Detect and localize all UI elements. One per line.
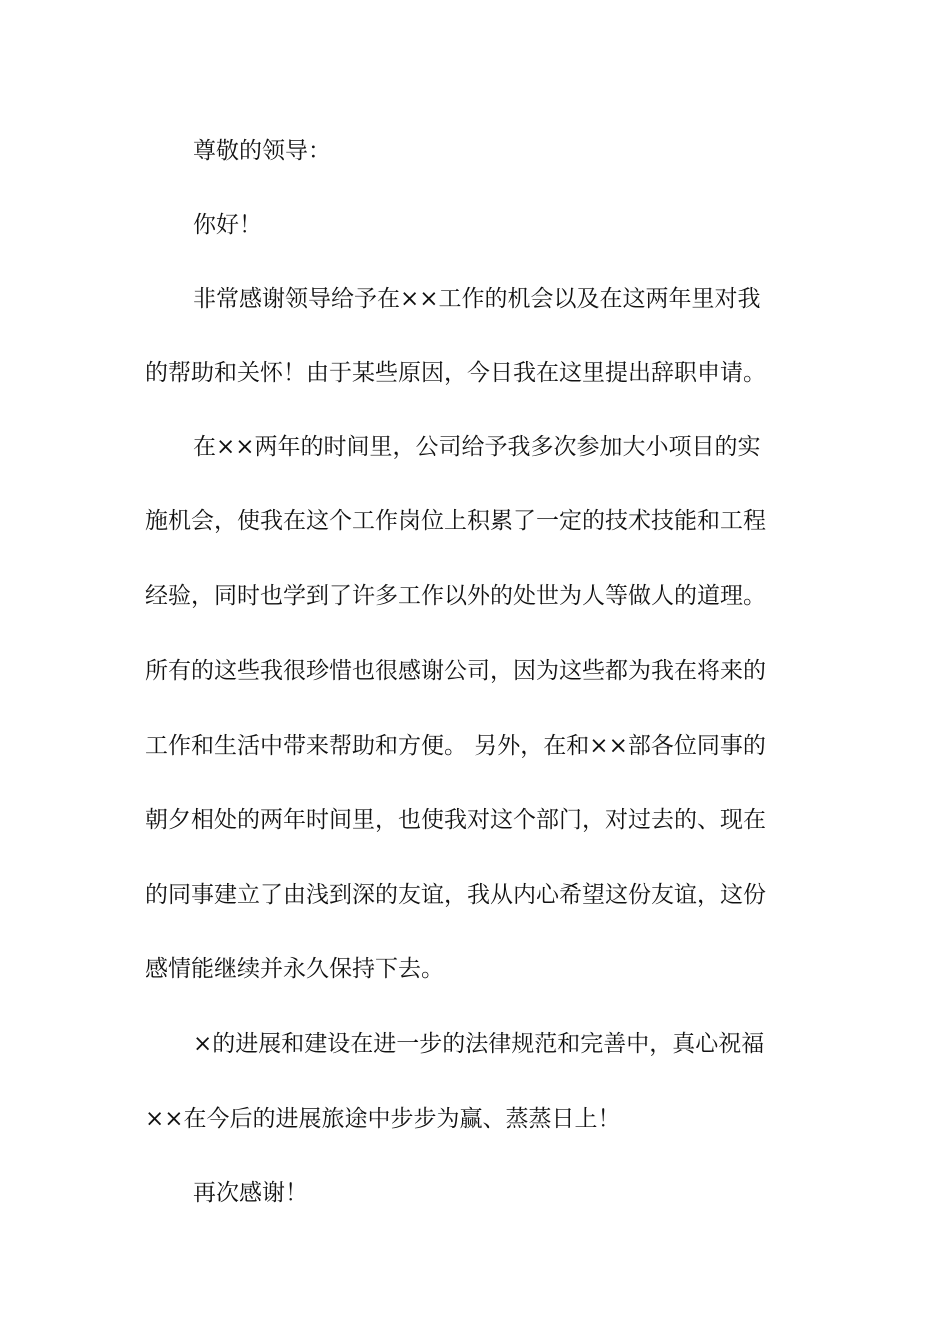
paragraph-2-line-4: 所有的这些我很珍惜也很感谢公司，因为这些都为我在将来的 bbox=[145, 658, 766, 684]
paragraph-1-line-1: 非常感谢领导给予在××工作的机会以及在这两年里对我 bbox=[193, 286, 761, 312]
paragraph-2-line-1: 在××两年的时间里，公司给予我多次参加大小项目的实 bbox=[193, 434, 761, 460]
paragraph-1-line-2: 的帮助和关怀！由于某些原因，今日我在这里提出辞职申请。 bbox=[145, 360, 766, 386]
paragraph-2-line-8: 感情能继续并永久保持下去。 bbox=[145, 956, 444, 982]
paragraph-2-line-7: 的同事建立了由浅到深的友谊，我从内心希望这份友谊，这份 bbox=[145, 882, 766, 908]
salutation: 尊敬的领导： bbox=[193, 138, 331, 164]
paragraph-2-line-2: 施机会，使我在这个工作岗位上积累了一定的技术技能和工程 bbox=[145, 508, 766, 534]
paragraph-2-line-5: 工作和生活中带来帮助和方便。 另外，在和××部各位同事的 bbox=[145, 733, 766, 759]
paragraph-2-line-6: 朝夕相处的两年时间里，也使我对这个部门，对过去的、现在 bbox=[145, 807, 766, 833]
paragraph-3-line-2: ××在今后的进展旅途中步步为赢、蒸蒸日上！ bbox=[145, 1106, 621, 1132]
greeting: 你好！ bbox=[193, 212, 262, 238]
closing-thanks: 再次感谢！ bbox=[193, 1180, 308, 1206]
paragraph-2-line-3: 经验，同时也学到了许多工作以外的处世为人等做人的道理。 bbox=[145, 583, 766, 609]
paragraph-3-line-1: ×的进展和建设在进一步的法律规范和完善中，真心祝福 bbox=[193, 1031, 765, 1057]
